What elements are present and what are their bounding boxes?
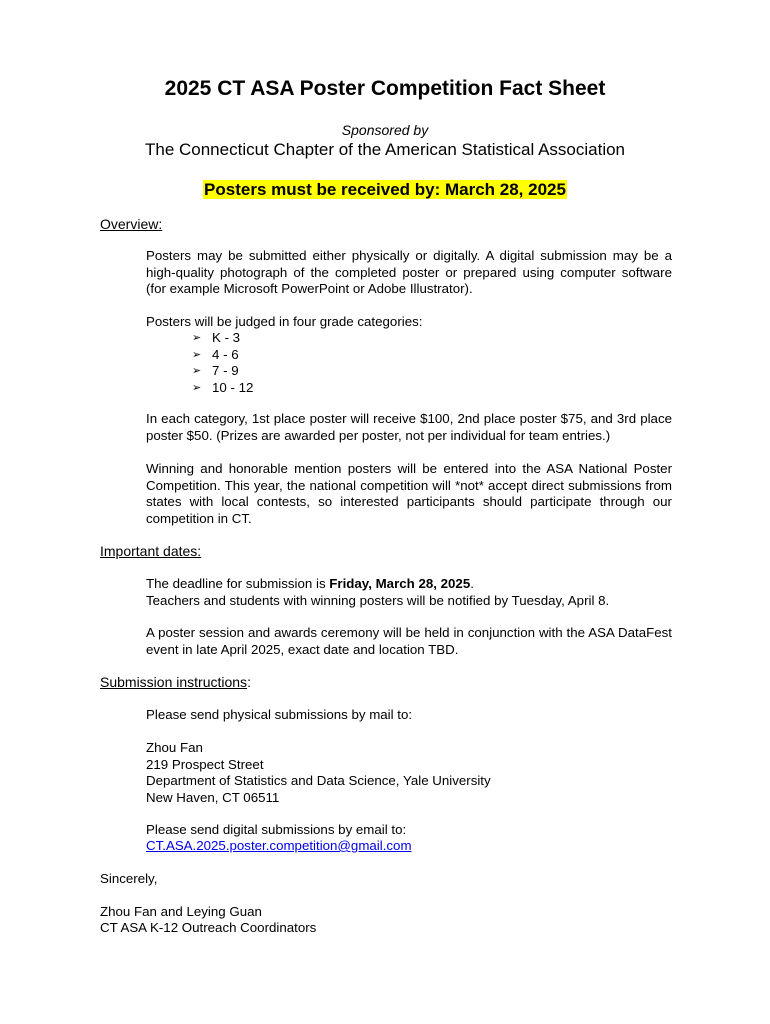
address-line: 219 Prospect Street [146,756,264,772]
sponsor-name: The Connecticut Chapter of the American Statistical Association [144,140,626,159]
closing-text: Sincerely, [100,871,158,886]
mailing-address [146,740,672,806]
submission-heading: Submission instructions: [100,674,251,690]
signers-names: Zhou Fan and Leying Guan [100,904,262,919]
address-line: Zhou Fan [146,740,203,755]
mail-intro: Please send physical submissions by mail to: [146,707,413,722]
email-intro: Please send digital submissions by email to: [146,822,407,837]
overview-paragraph-2: Posters will be judged in four grade categories: [146,314,423,329]
deadline-date: Friday, March 28, 2025 [329,576,471,591]
signers-title: CT ASA K-12 Outreach Coordinators [100,920,317,935]
address-line: Department of Statistics and Data Science, Yale University [146,773,491,788]
overview-heading: Overview: [100,216,163,232]
overview-paragraph-1: Posters may be submitted either physically or digitally. A digital submission may be a high-quality photograph of the completed poster or prepared using computer software (for example Microsoft PowerPoint or Adobe Illustrator). [146,248,672,296]
sponsored-by-label: Sponsored by [341,122,429,138]
overview-paragraph-4: Winning and honorable mention posters will be entered into the ASA National Poster Competition. This year, the national competition will *not* accept direct submissions from states with local contests, so interested participants should participate through our competition in CT. [146,461,672,526]
email-link[interactable]: CT.ASA.2025.poster.competition@gmail.com [146,838,412,853]
arrow-bullet-icon: ➢ [192,365,202,377]
list-item: ➢ 4 - 6 [192,346,239,362]
arrow-bullet-icon: ➢ [192,348,202,361]
grade-categories-list [192,330,253,396]
important-dates-heading: Important dates: [100,543,202,559]
session-paragraph: A poster session and awards ceremony will be held in conjunction with the ASA DataFest event in late April 2025, exact date and location TBD. [146,625,672,657]
address-line: New Haven, CT 06511 [146,789,280,805]
deadline-banner [0,179,770,201]
deadline-paragraph: The deadline for submission is Friday, March 28, 2025. Teachers and students with winning posters will be notified by Tuesday, April 8. [146,576,672,609]
deadline-banner-text: Posters must be received by: March 28, 2025 [204,180,566,199]
list-item: ➢ 7 - 9 [192,363,239,378]
arrow-bullet-icon: ➢ [192,381,202,394]
page-title: 2025 CT ASA Poster Competition Fact Sheet [164,77,606,100]
list-item: ➢ K - 3 [192,330,241,345]
list-item: ➢ 10 - 12 [192,379,254,395]
email-line [146,838,672,855]
arrow-bullet-icon: ➢ [192,332,202,344]
overview-paragraph-3: In each category, 1st place poster will receive $100, 2nd place poster $75, and 3rd place poster $50. (Prizes are awarded per poster, not per individual for team entries.) [146,411,672,443]
notification-text: Teachers and students with winning posters will be notified by Tuesday, April 8. [146,592,610,608]
